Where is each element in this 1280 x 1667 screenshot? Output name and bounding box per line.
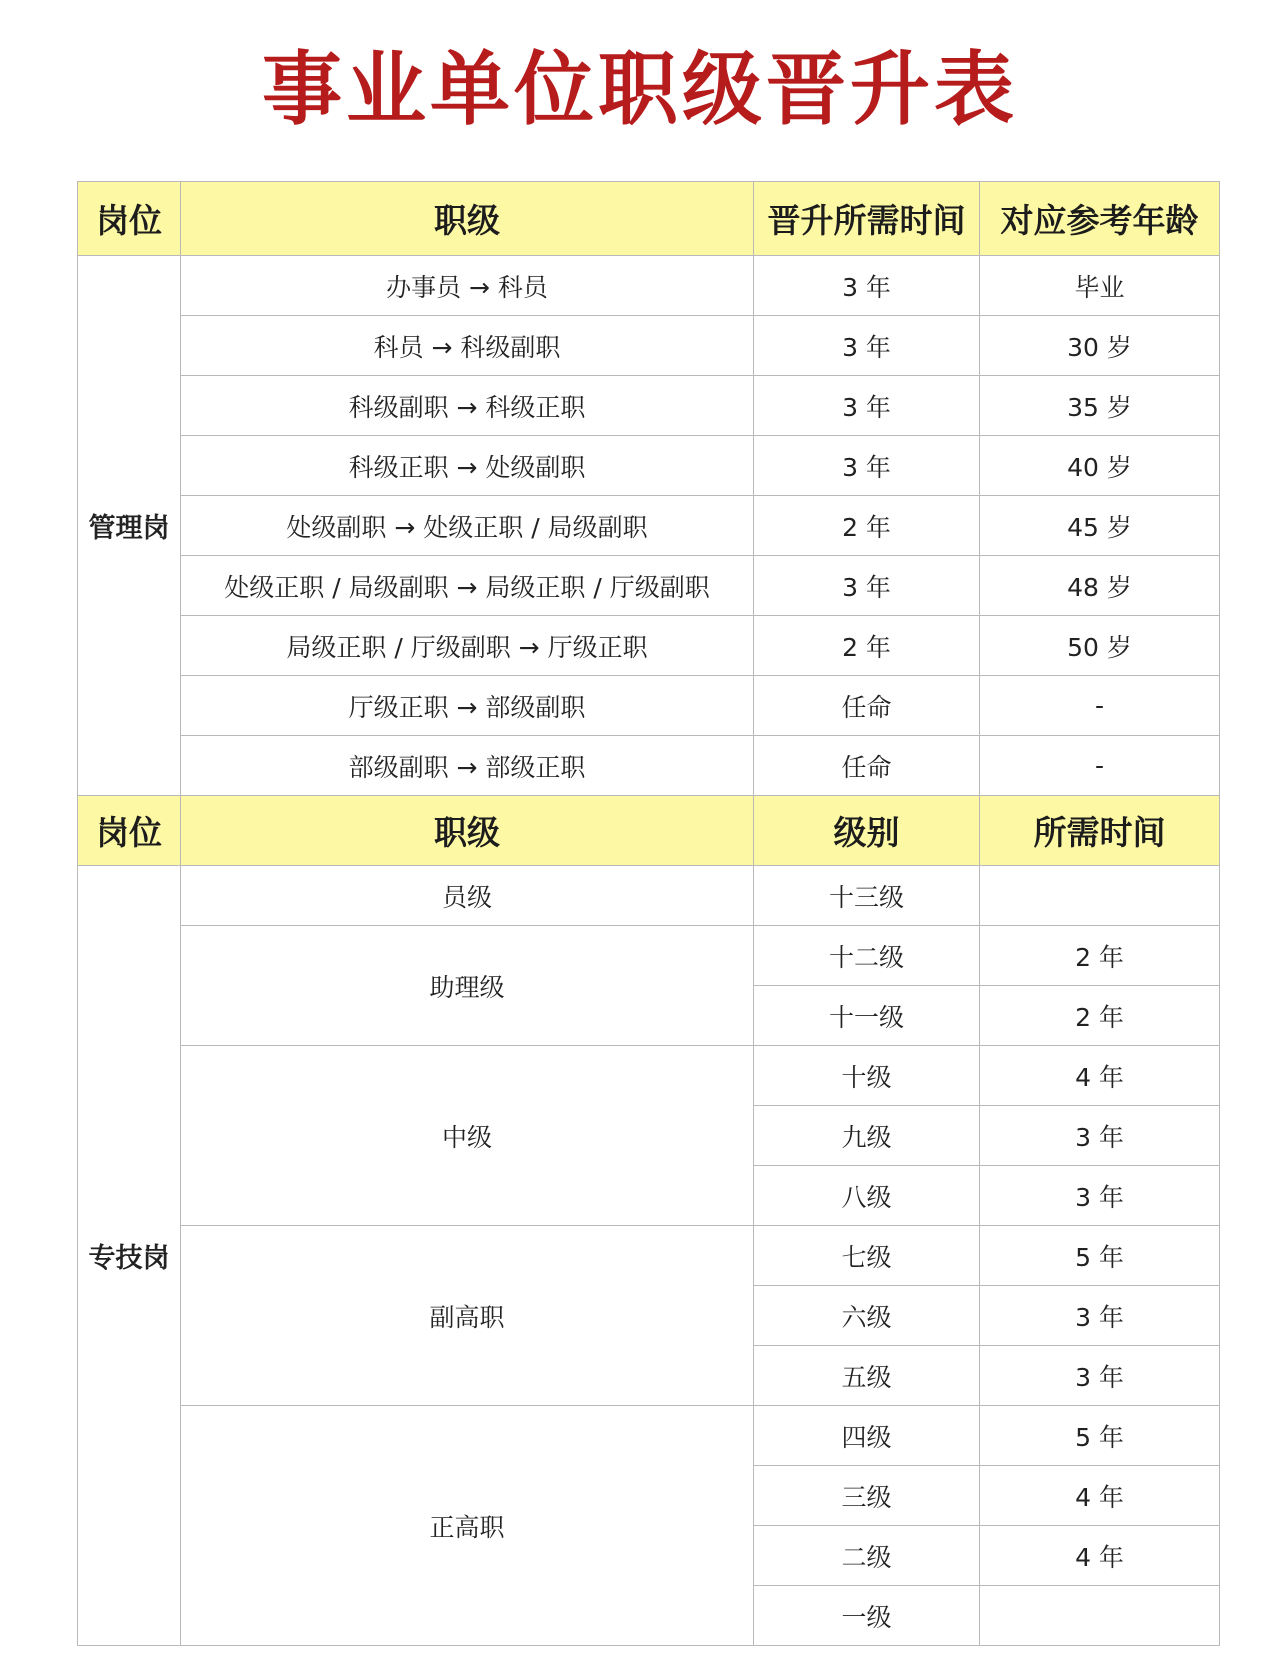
level-cell: 七级	[754, 1226, 980, 1286]
level-cell: 五级	[754, 1346, 980, 1406]
technical-header-row	[78, 796, 1220, 866]
rank-group-cell: 助理级	[181, 926, 754, 1046]
table-row	[78, 436, 1220, 496]
time-cell: 2 年	[980, 926, 1220, 986]
level-cell: 六级	[754, 1286, 980, 1346]
time-cell: 3 年	[980, 1106, 1220, 1166]
table-row	[78, 1046, 1220, 1106]
time-cell	[980, 866, 1220, 926]
rank-cell: 部级副职 → 部级正职	[181, 736, 754, 796]
age-cell: 毕业	[980, 256, 1220, 316]
table-row	[78, 256, 1220, 316]
header-rank: 职级	[181, 182, 754, 256]
level-cell: 十级	[754, 1046, 980, 1106]
level-cell: 四级	[754, 1406, 980, 1466]
table-row	[78, 926, 1220, 986]
header-level: 级别	[754, 796, 980, 866]
rank-group-cell: 员级	[181, 866, 754, 926]
promotion-table-body	[78, 182, 1220, 1646]
time-cell: 3 年	[754, 256, 980, 316]
time-cell: 4 年	[980, 1466, 1220, 1526]
post-management: 管理岗	[78, 256, 181, 796]
time-cell: 4 年	[980, 1526, 1220, 1586]
level-cell: 十一级	[754, 986, 980, 1046]
rank-cell: 处级正职 / 局级副职 → 局级正职 / 厅级副职	[181, 556, 754, 616]
time-cell: 3 年	[980, 1346, 1220, 1406]
table-row	[78, 616, 1220, 676]
time-cell	[980, 1586, 1220, 1646]
time-cell: 4 年	[980, 1046, 1220, 1106]
age-cell: -	[980, 736, 1220, 796]
age-cell: 48 岁	[980, 556, 1220, 616]
time-cell: 任命	[754, 676, 980, 736]
header-promotion-time: 晋升所需时间	[754, 182, 980, 256]
time-cell: 3 年	[980, 1166, 1220, 1226]
time-cell: 3 年	[980, 1286, 1220, 1346]
level-cell: 一级	[754, 1586, 980, 1646]
table-row	[78, 556, 1220, 616]
table-row	[78, 736, 1220, 796]
rank-cell: 处级副职 → 处级正职 / 局级副职	[181, 496, 754, 556]
time-cell: 3 年	[754, 316, 980, 376]
age-cell: -	[980, 676, 1220, 736]
level-cell: 九级	[754, 1106, 980, 1166]
table-row	[78, 1226, 1220, 1286]
time-cell: 5 年	[980, 1406, 1220, 1466]
rank-cell: 科级副职 → 科级正职	[181, 376, 754, 436]
post-technical: 专技岗	[78, 866, 181, 1646]
rank-group-cell: 正高职	[181, 1406, 754, 1646]
table-row	[78, 1406, 1220, 1466]
age-cell: 40 岁	[980, 436, 1220, 496]
table-row	[78, 376, 1220, 436]
header-rank: 职级	[181, 796, 754, 866]
table-row	[78, 316, 1220, 376]
level-cell: 十二级	[754, 926, 980, 986]
rank-cell: 办事员 → 科员	[181, 256, 754, 316]
level-cell: 三级	[754, 1466, 980, 1526]
promotion-table	[77, 181, 1220, 1646]
age-cell: 50 岁	[980, 616, 1220, 676]
time-cell: 5 年	[980, 1226, 1220, 1286]
management-header-row	[78, 182, 1220, 256]
header-post: 岗位	[78, 796, 181, 866]
rank-cell: 局级正职 / 厅级副职 → 厅级正职	[181, 616, 754, 676]
time-cell: 3 年	[754, 556, 980, 616]
age-cell: 35 岁	[980, 376, 1220, 436]
time-cell: 3 年	[754, 376, 980, 436]
header-required-time: 所需时间	[980, 796, 1220, 866]
time-cell: 3 年	[754, 436, 980, 496]
time-cell: 2 年	[754, 496, 980, 556]
time-cell: 2 年	[980, 986, 1220, 1046]
rank-cell: 科员 → 科级副职	[181, 316, 754, 376]
rank-group-cell: 中级	[181, 1046, 754, 1226]
table-row	[78, 866, 1220, 926]
time-cell: 任命	[754, 736, 980, 796]
level-cell: 十三级	[754, 866, 980, 926]
table-row	[78, 496, 1220, 556]
header-post: 岗位	[78, 182, 181, 256]
time-cell: 2 年	[754, 616, 980, 676]
age-cell: 30 岁	[980, 316, 1220, 376]
table-row	[78, 676, 1220, 736]
age-cell: 45 岁	[980, 496, 1220, 556]
rank-group-cell: 副高职	[181, 1226, 754, 1406]
rank-cell: 科级正职 → 处级副职	[181, 436, 754, 496]
page-title: 事业单位职级晋升表	[262, 43, 1018, 136]
level-cell: 八级	[754, 1166, 980, 1226]
level-cell: 二级	[754, 1526, 980, 1586]
rank-cell: 厅级正职 → 部级副职	[181, 676, 754, 736]
header-reference-age: 对应参考年龄	[980, 182, 1220, 256]
